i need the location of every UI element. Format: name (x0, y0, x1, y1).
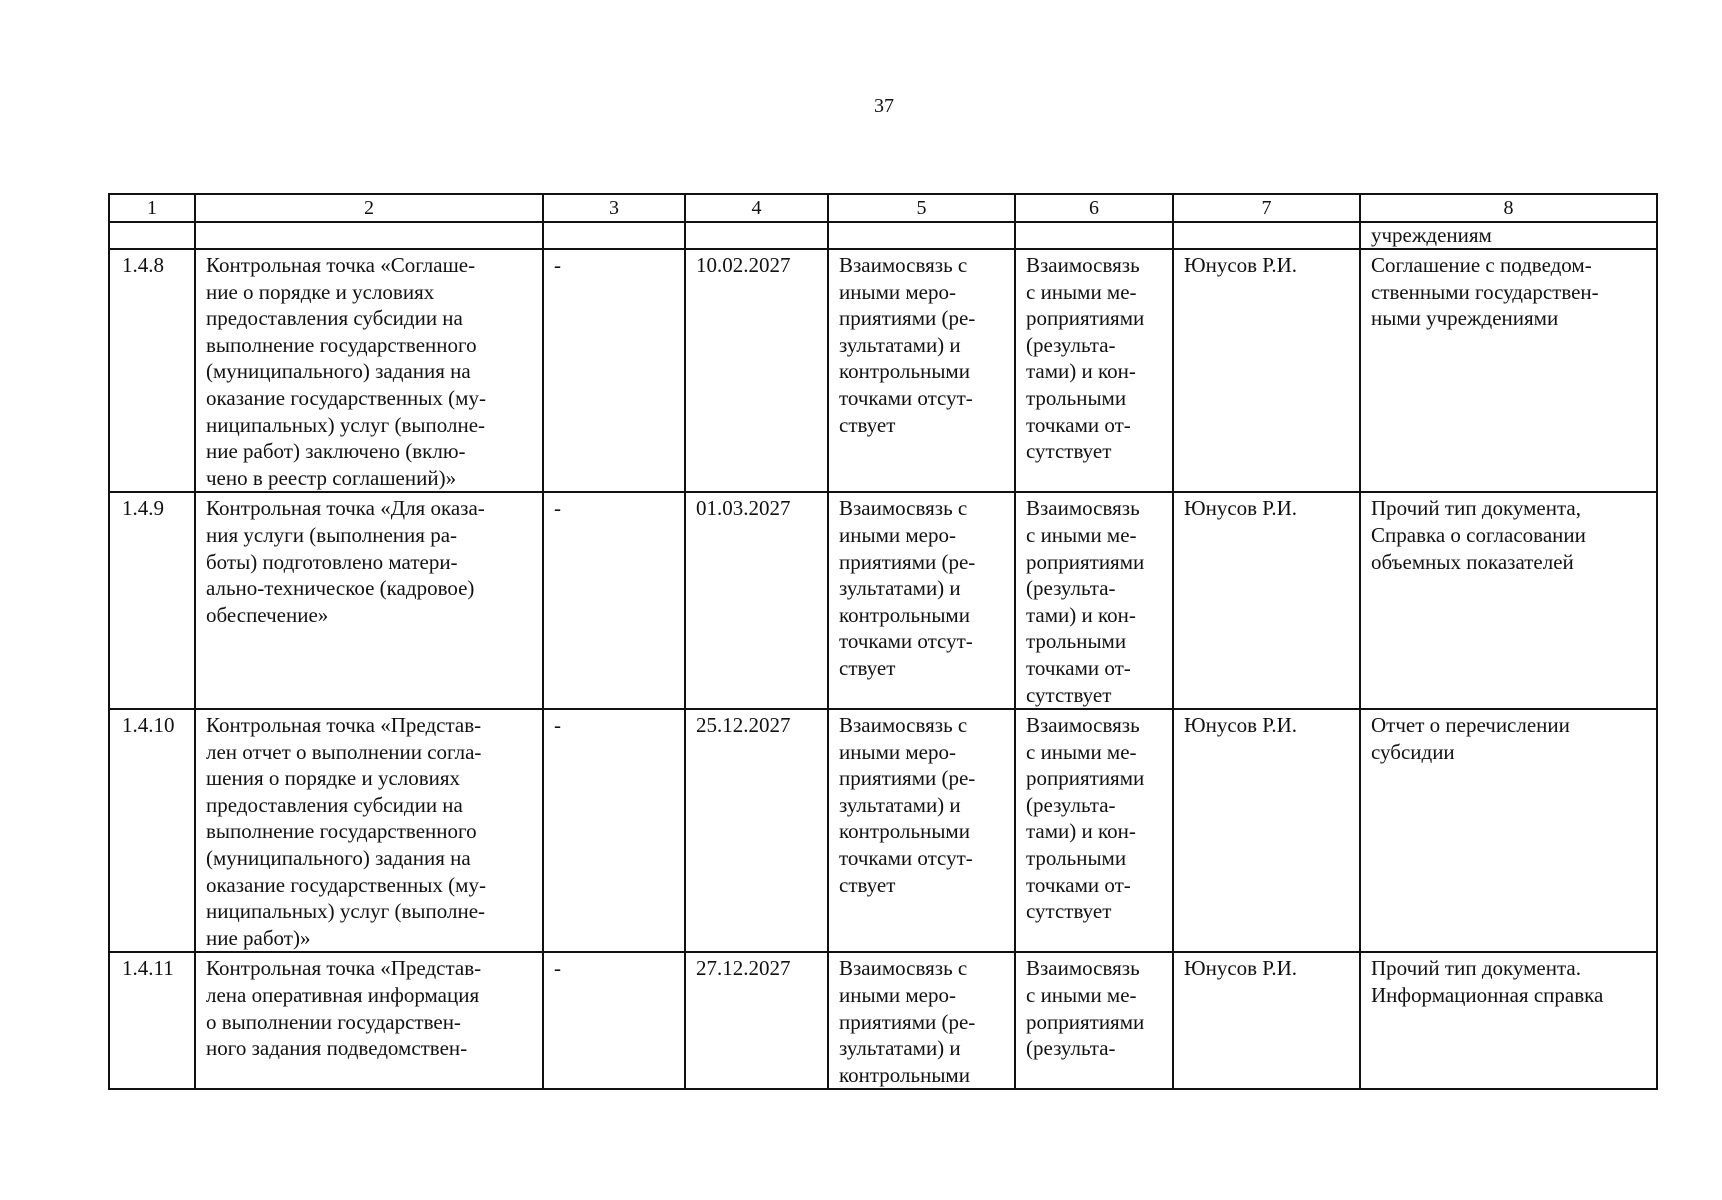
control-point-title: Контрольная точка «Соглаше- ние о порядке и условиях предоставления субсидии на выполнение государственного (муниципального) задания на оказание государственных (му- ниципальных) услуг (выполне- ние работ) заключено (вклю- чено в реестр соглашений)» (195, 249, 543, 492)
responsible-person: Юнусов Р.И. (1173, 952, 1360, 1089)
continued-document-cell: учреждениям (1360, 222, 1657, 249)
table-row (109, 952, 1657, 1089)
relation-text: Взаимосвязь с иными меро- приятиями (ре- зультатами) и контрольными точками отсут- ствует (828, 249, 1015, 492)
table-row (109, 492, 1657, 709)
relation-text-alt: Взаимосвязь с иными ме- роприятиями (результа- тами) и кон- трольными точками от- сутствует (1015, 709, 1173, 952)
page-number: 37 (874, 95, 894, 117)
column-header-8: 8 (1360, 194, 1657, 222)
control-points-table (108, 193, 1658, 1090)
responsible-person: Юнусов Р.И. (1173, 709, 1360, 952)
column-header-2: 2 (195, 194, 543, 222)
relation-text-alt: Взаимосвязь с иными ме- роприятиями (результа- тами) и кон- трольными точками от- сутствует (1015, 492, 1173, 709)
document-type: Прочий тип документа, Справка о согласовании объемных показателей (1360, 492, 1657, 709)
document-type: Соглашение с подведом- ственными государствен- ными учреждениями (1360, 249, 1657, 492)
column-3-value: - (543, 709, 685, 952)
row-number: 1.4.9 (109, 492, 195, 709)
control-point-title: Контрольная точка «Для оказа- ния услуги (выполнения ра- боты) подготовлено матери- ально-техническое (кадровое) обеспечение» (195, 492, 543, 709)
deadline-date: 10.02.2027 (685, 249, 828, 492)
table-row (109, 709, 1657, 952)
deadline-date: 25.12.2027 (685, 709, 828, 952)
column-3-value: - (543, 492, 685, 709)
table-row (109, 249, 1657, 492)
responsible-person: Юнусов Р.И. (1173, 249, 1360, 492)
deadline-date: 01.03.2027 (685, 492, 828, 709)
document-type: Прочий тип документа. Информационная справка (1360, 952, 1657, 1089)
document-type: Отчет о перечислении субсидии (1360, 709, 1657, 952)
deadline-date: 27.12.2027 (685, 952, 828, 1089)
row-number: 1.4.8 (109, 249, 195, 492)
row-number: 1.4.10 (109, 709, 195, 952)
relation-text-alt: Взаимосвязь с иными ме- роприятиями (результа- (1015, 952, 1173, 1089)
relation-text: Взаимосвязь с иными меро- приятиями (ре- зультатами) и контрольными (828, 952, 1015, 1089)
control-point-title: Контрольная точка «Представ- лен отчет о выполнении согла- шения о порядке и условиях предоставления субсидии на выполнение государственного (муниципального) задания на оказание государственных (му- ниципальных) услуг (выполне- ние работ)» (195, 709, 543, 952)
row-number: 1.4.11 (109, 952, 195, 1089)
column-header-3: 3 (543, 194, 685, 222)
relation-text: Взаимосвязь с иными меро- приятиями (ре- зультатами) и контрольными точками отсут- ствует (828, 709, 1015, 952)
continued-row (109, 222, 1657, 249)
relation-text-alt: Взаимосвязь с иными ме- роприятиями (результа- тами) и кон- трольными точками от- сутствует (1015, 249, 1173, 492)
column-header-7: 7 (1173, 194, 1360, 222)
column-number-row (109, 194, 1657, 222)
responsible-person: Юнусов Р.И. (1173, 492, 1360, 709)
column-3-value: - (543, 249, 685, 492)
control-point-title: Контрольная точка «Представ- лена оперативная информация о выполнении государствен- ного задания подведомствен- (195, 952, 543, 1089)
column-header-5: 5 (828, 194, 1015, 222)
column-header-4: 4 (685, 194, 828, 222)
relation-text: Взаимосвязь с иными меро- приятиями (ре- зультатами) и контрольными точками отсут- ствует (828, 492, 1015, 709)
column-header-1: 1 (109, 194, 195, 222)
column-header-6: 6 (1015, 194, 1173, 222)
column-3-value: - (543, 952, 685, 1089)
